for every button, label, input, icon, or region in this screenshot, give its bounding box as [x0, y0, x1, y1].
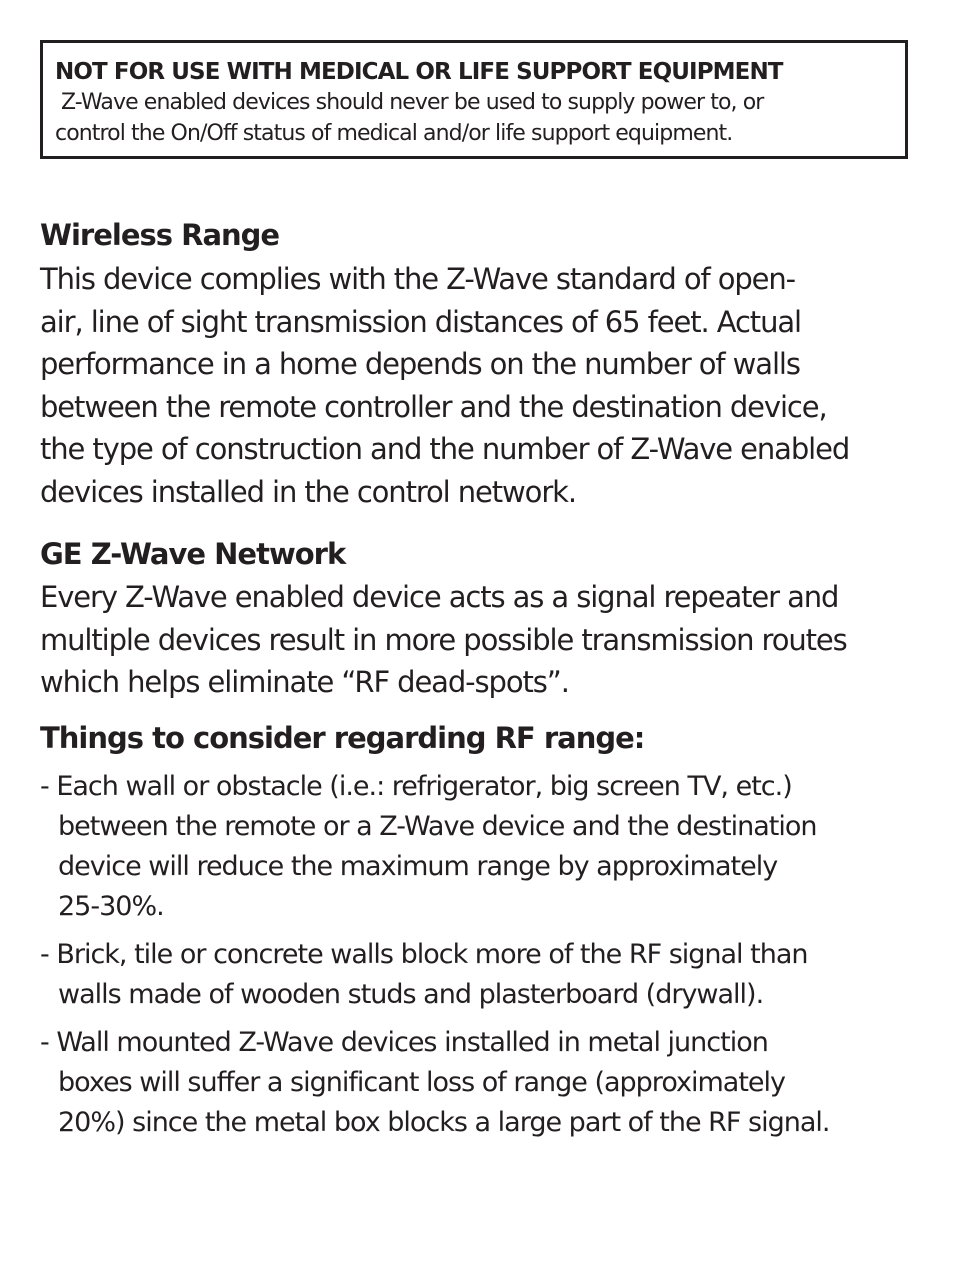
paragraph-line: multiple devices result in more possible transmission routes: [40, 622, 847, 657]
paragraph-line: devices installed in the control network.: [40, 474, 576, 509]
bullet-line: - Each wall or obstacle (i.e.: refrigerator, big screen TV, etc.): [40, 771, 792, 802]
paragraph-line: This device complies with the Z-Wave standard of open-: [40, 262, 796, 296]
bullet-line: boxes will suffer a significant loss of range (approximately: [58, 1067, 786, 1098]
rf-range-list: [40, 767, 930, 1143]
paragraph-line: the type of construction and the number of Z-Wave enabled: [40, 432, 850, 466]
bullet-line: between the remote or a Z-Wave device and the destination: [58, 811, 817, 842]
paragraph-line: which helps eliminate “RF dead-spots”.: [40, 665, 569, 699]
warning-title: NOT FOR USE WITH MEDICAL OR LIFE SUPPORT EQUIPMENT: [55, 59, 783, 85]
bullet-line: 20%) since the metal box blocks a large part of the RF signal.: [58, 1107, 830, 1138]
network-paragraph: [40, 576, 930, 704]
list-item: [40, 1023, 930, 1143]
paragraph-line: Every Z-Wave enabled device acts as a signal repeater and: [40, 580, 839, 614]
paragraph-line: performance in a home depends on the number of walls: [40, 347, 800, 381]
bullet-line: - Brick, tile or concrete walls block more of the RF signal than: [40, 939, 808, 970]
bullet-line: 25-30%.: [58, 891, 164, 922]
warning-text-line: control the On/Off status of medical and/or life support equipment.: [55, 121, 733, 146]
list-item: [40, 767, 930, 927]
network-section: [40, 537, 930, 704]
paragraph-line: air, line of sight transmission distances of 65 feet. Actual: [40, 304, 801, 339]
rf-range-heading: Things to consider regarding RF range:: [40, 721, 645, 755]
medical-warning-box: [40, 40, 908, 159]
warning-text-line: Z-Wave enabled devices should never be used to supply power to, or: [61, 90, 764, 115]
bullet-line: - Wall mounted Z-Wave devices installed in metal junction: [40, 1027, 768, 1058]
bullet-line: device will reduce the maximum range by approximately: [58, 851, 778, 882]
rf-range-section: [40, 721, 930, 1143]
list-item: [40, 935, 930, 1015]
wireless-range-section: [40, 218, 930, 513]
wireless-range-heading: Wireless Range: [40, 218, 280, 252]
wireless-range-paragraph: [40, 258, 930, 513]
bullet-line: walls made of wooden studs and plasterboard (drywall).: [58, 979, 764, 1010]
network-heading: GE Z-Wave Network: [40, 537, 346, 571]
paragraph-line: between the remote controller and the destination device,: [40, 389, 827, 424]
